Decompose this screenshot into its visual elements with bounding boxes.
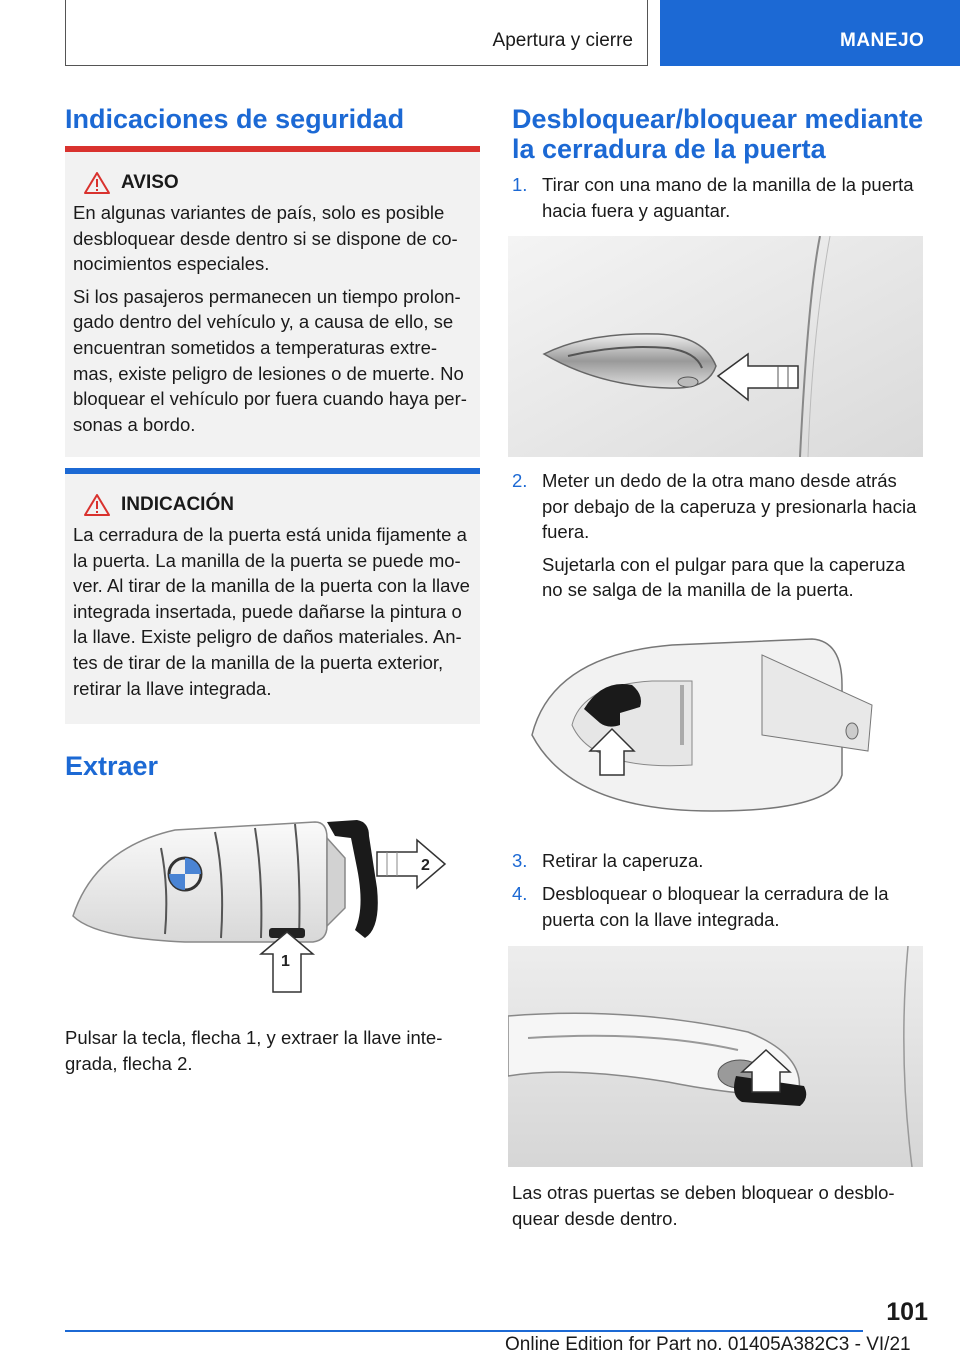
warning-triangle-icon [83, 171, 111, 195]
edition-text: Online Edition for Part no. 01405A382C3 - VI/21 [505, 1334, 911, 1355]
page-number: 101 [886, 1298, 928, 1326]
step-1: 1. Tirar con una mano de la manilla de la puerta hacia fuera y aguantar. [512, 174, 914, 221]
warning-box [65, 146, 480, 457]
caution-triangle-icon [83, 493, 111, 517]
arrow-2-label: 2 [421, 857, 430, 874]
note-text: La cerradura de la puerta está unida fijamente a la puerta. La manilla de la puerta se puede mo‐ ver. Al tirar de la manilla de la puerta con la llave integrada insertada, puede dañarse la pintura o la llave. Existe peligro de daños materiales. An‐ tes de tirar de la manilla de la puerta exterior, retirar la llave integrada. [73, 524, 470, 699]
footer-rule [65, 1330, 863, 1332]
warning-text: En algunas variantes de país, solo es posible desbloquear desde dentro si se dispone de co‐ nocimientos especiales. Si los pasajeros permanecen un tiempo prolon‐ gado dentro del vehículo y, a causa de ello, se encuentran sometidos a temperaturas extre‐ mas, existe peligro de lesiones o de muerte. No bloquear el vehículo por fuera cuando haya per‐ sonas a bordo. [73, 202, 467, 435]
extract-heading: Extraer [65, 751, 159, 781]
chapter-tab[interactable] [660, 0, 960, 66]
header-frame [65, 0, 648, 66]
extract-text: Pulsar la tecla, flecha 1, y extraer la llave inte‐ grada, flecha 2. [65, 1027, 443, 1074]
step-number: 4. [512, 883, 528, 904]
section-title: Apertura y cierre [492, 30, 633, 51]
key-extraction-figure [65, 808, 465, 996]
step-number: 3. [512, 850, 528, 871]
safety-heading: Indicaciones de seguridad [65, 104, 405, 134]
step-4: 4. Desbloquear o bloquear la cerradura de la puerta con la llave integrada. [512, 883, 889, 930]
closing-text: Las otras puertas se deben bloquear o desblo‐ quear desde dentro. [512, 1182, 895, 1229]
note-box [65, 468, 480, 724]
unlock-heading: Desbloquear/bloquear mediante la cerradura de la puerta [512, 104, 924, 164]
step-number: 1. [512, 174, 528, 195]
arrow-1-label: 1 [281, 953, 290, 970]
door-handle-figure-1 [508, 236, 923, 457]
door-handle-figure-3 [508, 946, 923, 1167]
step-3: 3. Retirar la caperuza. [512, 848, 927, 881]
warning-label: AVISO [121, 172, 179, 193]
door-handle-figure-2 [512, 625, 922, 830]
step-2: 2. Meter un dedo de la otra mano desde atrás por debajo de la caperuza y presionarla hacia fuera. Sujetarla con el pulgar para que la caperuza no se salga de la manilla de la puerta. [512, 470, 917, 601]
step-number: 2. [512, 470, 528, 491]
chapter-label: MANEJO [840, 30, 925, 51]
note-label: INDICACIÓN [121, 494, 234, 515]
